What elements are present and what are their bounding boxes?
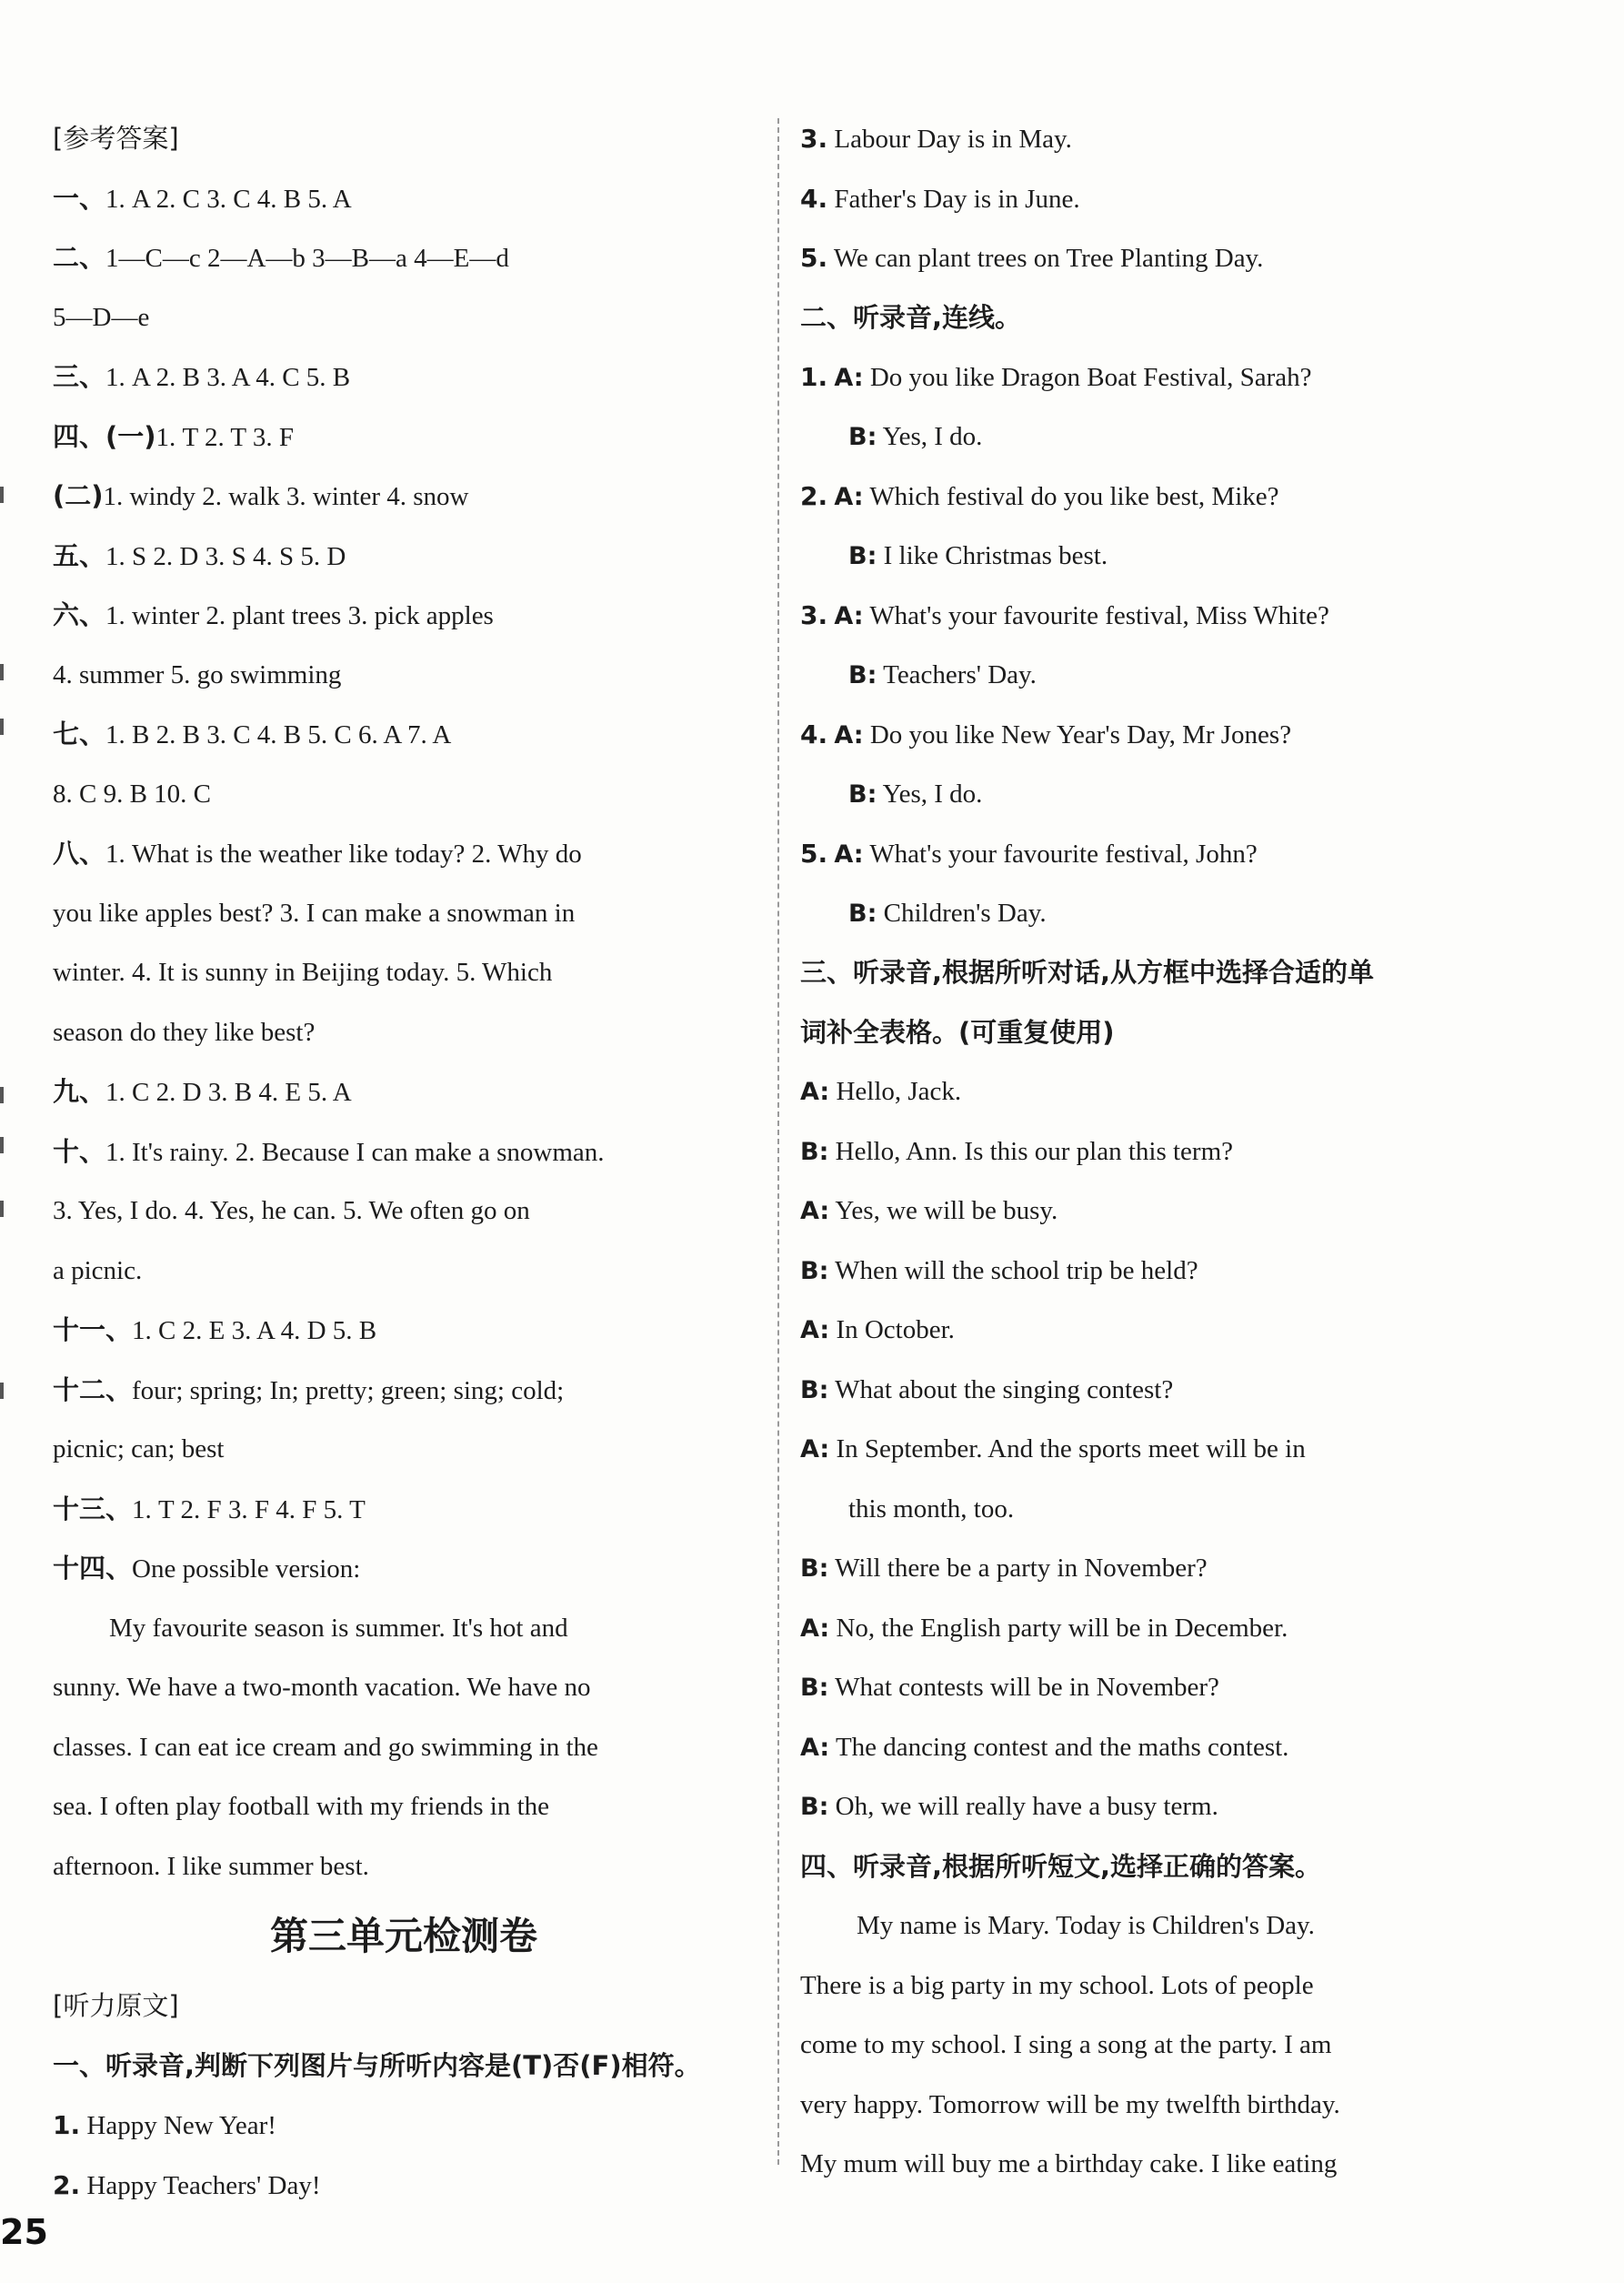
page-number: 25 [0,2212,48,2252]
passage-line: come to my school. I sing a song at the party. I am [800,2030,1332,2059]
dialogue-line: 5. A: What's your favourite festival, John? [800,839,1258,869]
dialogue-line: A: No, the English party will be in December. [800,1613,1288,1643]
answer-line: 一、1. A 2. C 3. C 4. B 5. A [53,182,352,214]
script-line: 1. Happy New Year! [53,2110,276,2140]
question-title: 四、听录音,根据所听短文,选择正确的答案。 [800,1850,1322,1882]
dialogue-line: A: Yes, we will be busy. [800,1196,1058,1225]
answer-line: 六、1. winter 2. plant trees 3. pick apples [53,599,494,630]
edge-mark [0,719,4,735]
answer-line: 五、1. S 2. D 3. S 4. S 5. D [53,539,346,571]
answer-line: a picnic. [53,1255,143,1285]
left-column [53,109,755,2215]
dialogue-line: B: Oh, we will really have a busy term. [800,1792,1218,1821]
section-title: 第三单元检测卷 [269,1914,537,1958]
script-line: 5. We can plant trees on Tree Planting Day. [800,243,1264,273]
listening-script-header: [听力原文] [53,1990,179,2021]
dialogue-line: B: Children's Day. [848,898,1047,928]
dialogue-line: 3. A: What's your favourite festival, Miss White? [800,600,1329,630]
passage-line: very happy. Tomorrow will be my twelfth birthday. [800,2089,1340,2119]
essay-line: sunny. We have a two-month vacation. We have no [53,1673,591,1702]
answer-line: you like apples best? 3. I can make a snowman in [53,898,576,928]
answer-line: 十二、four; spring; In; pretty; green; sing; cold; [53,1373,565,1405]
column-divider [777,118,779,2165]
answer-line: winter. 4. It is sunny in Beijing today. 5. Which [53,958,553,987]
dialogue-line: B: Yes, I do. [848,779,983,809]
question-title: 一、听录音,判断下列图片与所听内容是(T)否(F)相符。 [53,2049,701,2081]
answer-line: 八、1. What is the weather like today? 2. Why do [53,838,582,869]
edge-mark [0,1087,4,1103]
edge-mark [0,487,4,503]
answer-line: 七、1. B 2. B 3. C 4. B 5. C 6. A 7. A [53,719,452,749]
dialogue-line: B: Yes, I do. [848,421,983,451]
edge-mark [0,664,4,680]
essay-line: My favourite season is summer. It's hot and [109,1613,568,1643]
answer-line: season do they like best? [53,1017,316,1047]
dialogue-line: 2. A: Which festival do you like best, Mike? [800,481,1279,511]
dialogue-line: A: In October. [800,1315,955,1344]
dialogue-line: B: Hello, Ann. Is this our plan this term? [800,1136,1234,1166]
dialogue-line: A: The dancing contest and the maths contest. [800,1732,1289,1762]
dialogue-line: B: When will the school trip be held? [800,1255,1198,1285]
essay-line: sea. I often play football with my friends in the [53,1792,550,1821]
question-title: 三、听录音,根据所听对话,从方框中选择合适的单 [800,957,1375,988]
passage-line: My mum will buy me a birthday cake. I like eating [800,2149,1338,2178]
dialogue-line: B: Teachers' Day. [848,659,1037,689]
script-line: 3. Labour Day is in May. [800,124,1072,154]
dialogue-line: 1. A: Do you like Dragon Boat Festival, Sarah? [800,362,1312,392]
question-title: 词补全表格。(可重复使用) [800,1016,1115,1048]
answer-line: picnic; can; best [53,1434,225,1463]
answer-line: 5—D—e [53,302,150,332]
essay-line: afternoon. I like summer best. [53,1851,369,1881]
answer-line: 十、1. It's rainy. 2. Because I can make a snowman. [53,1135,605,1167]
dialogue-line: B: What about the singing contest? [800,1374,1174,1404]
edge-mark [0,1201,4,1217]
answer-line: 三、1. A 2. B 3. A 4. C 5. B [53,361,351,392]
answer-line: 十四、One possible version: [53,1553,361,1584]
script-line: 4. Father's Day is in June. [800,183,1080,214]
answer-line: 3. Yes, I do. 4. Yes, he can. 5. We often go on [53,1196,530,1225]
passage-line: My name is Mary. Today is Children's Day. [857,1911,1315,1940]
script-line: 2. Happy Teachers' Day! [53,2169,321,2200]
edge-mark [0,1383,4,1399]
answer-line: (二)1. windy 2. walk 3. winter 4. snow [53,480,469,511]
dialogue-line: this month, too. [848,1494,1015,1524]
edge-mark [0,1137,4,1153]
dialogue-line: B: What contests will be in November? [800,1673,1219,1702]
passage-line: There is a big party in my school. Lots of people [800,1970,1314,2000]
dialogue-line: A: Hello, Jack. [800,1077,962,1106]
dialogue-line: B: I like Christmas best. [848,540,1108,570]
dialogue-line: A: In September. And the sports meet will be in [800,1434,1306,1463]
answer-line: 四、(一)1. T 2. T 3. F [53,420,295,452]
question-title: 二、听录音,连线。 [800,301,1022,333]
essay-line: classes. I can eat ice cream and go swimming in the [53,1732,598,1762]
answer-line: 二、1—C—c 2—A—b 3—B—a 4—E—d [53,242,509,273]
answer-line: 十一、1. C 2. E 3. A 4. D 5. B [53,1314,377,1345]
answer-line: 8. C 9. B 10. C [53,779,212,809]
answer-line: 九、1. C 2. D 3. B 4. E 5. A [53,1076,352,1107]
dialogue-line: B: Will there be a party in November? [800,1554,1208,1583]
right-column [800,109,1509,2195]
dialogue-line: 4. A: Do you like New Year's Day, Mr Jones? [800,719,1292,749]
answer-line: 十三、1. T 2. F 3. F 4. F 5. T [53,1493,366,1524]
answer-key-header: [参考答案] [53,123,179,154]
answer-line: 4. summer 5. go swimming [53,659,342,689]
